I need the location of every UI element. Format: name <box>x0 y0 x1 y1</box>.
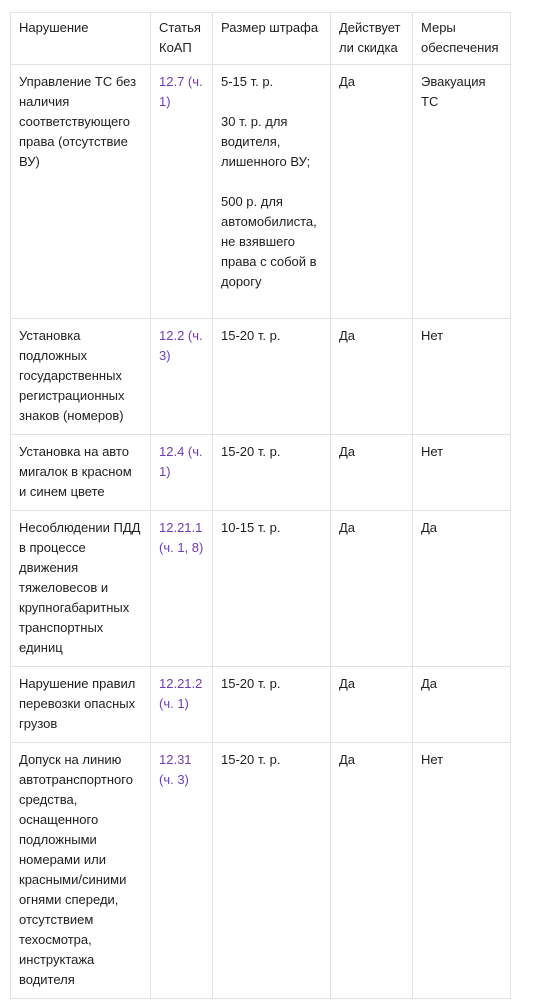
fines-table <box>10 12 511 999</box>
table-row <box>11 319 511 435</box>
cell-fine: 5-15 т. р. 30 т. р. для водителя, лишенного ВУ; 500 р. для автомобилиста, не взявшего права с собой в дорогу <box>213 65 331 319</box>
table-row <box>11 743 511 999</box>
cell-violation: Несоблюдении ПДД в процессе движения тяжеловесов и крупногабаритных транспортных единиц <box>11 511 151 667</box>
header-measures: Меры обеспечения <box>413 13 511 65</box>
cell-discount: Да <box>331 435 413 511</box>
cell-violation: Установка подложных государственных регистрационных знаков (номеров) <box>11 319 151 435</box>
cell-violation: Нарушение правил перевозки опасных грузов <box>11 667 151 743</box>
cell-measures: Эвакуация ТС <box>413 65 511 319</box>
table-header-row <box>11 13 511 65</box>
article-link[interactable]: 12.2 (ч. 3) <box>151 319 213 435</box>
cell-discount: Да <box>331 667 413 743</box>
cell-fine: 15-20 т. р. <box>213 435 331 511</box>
article-link[interactable]: 12.31 (ч. 3) <box>151 743 213 999</box>
article-link[interactable]: 12.4 (ч. 1) <box>151 435 213 511</box>
cell-discount: Да <box>331 511 413 667</box>
header-violation: Нарушение <box>11 13 151 65</box>
cell-discount: Да <box>331 65 413 319</box>
cell-measures: Да <box>413 667 511 743</box>
cell-measures: Нет <box>413 743 511 999</box>
table-row <box>11 65 511 319</box>
cell-discount: Да <box>331 743 413 999</box>
cell-fine: 15-20 т. р. <box>213 319 331 435</box>
cell-measures: Нет <box>413 319 511 435</box>
article-link[interactable]: 12.21.2 (ч. 1) <box>151 667 213 743</box>
cell-fine: 10-15 т. р. <box>213 511 331 667</box>
cell-fine: 15-20 т. р. <box>213 667 331 743</box>
table-row <box>11 511 511 667</box>
table-row <box>11 435 511 511</box>
cell-measures: Нет <box>413 435 511 511</box>
cell-discount: Да <box>331 319 413 435</box>
header-fine: Размер штрафа <box>213 13 331 65</box>
article-link[interactable]: 12.7 (ч. 1) <box>151 65 213 319</box>
cell-violation: Установка на авто мигалок в красном и синем цвете <box>11 435 151 511</box>
header-discount: Действует ли скидка <box>331 13 413 65</box>
table-row <box>11 667 511 743</box>
article-link[interactable]: 12.21.1 (ч. 1, 8) <box>151 511 213 667</box>
cell-violation: Допуск на линию автотранспортного средства, оснащенного подложными номерами или красными/синими огнями спереди, отсутствием техосмотра, инструктажа водителя <box>11 743 151 999</box>
cell-fine: 15-20 т. р. <box>213 743 331 999</box>
header-article: Статья КоАП <box>151 13 213 65</box>
cell-measures: Да <box>413 511 511 667</box>
cell-violation: Управление ТС без наличия соответствующего права (отсутствие ВУ) <box>11 65 151 319</box>
fines-table-container <box>10 12 511 999</box>
